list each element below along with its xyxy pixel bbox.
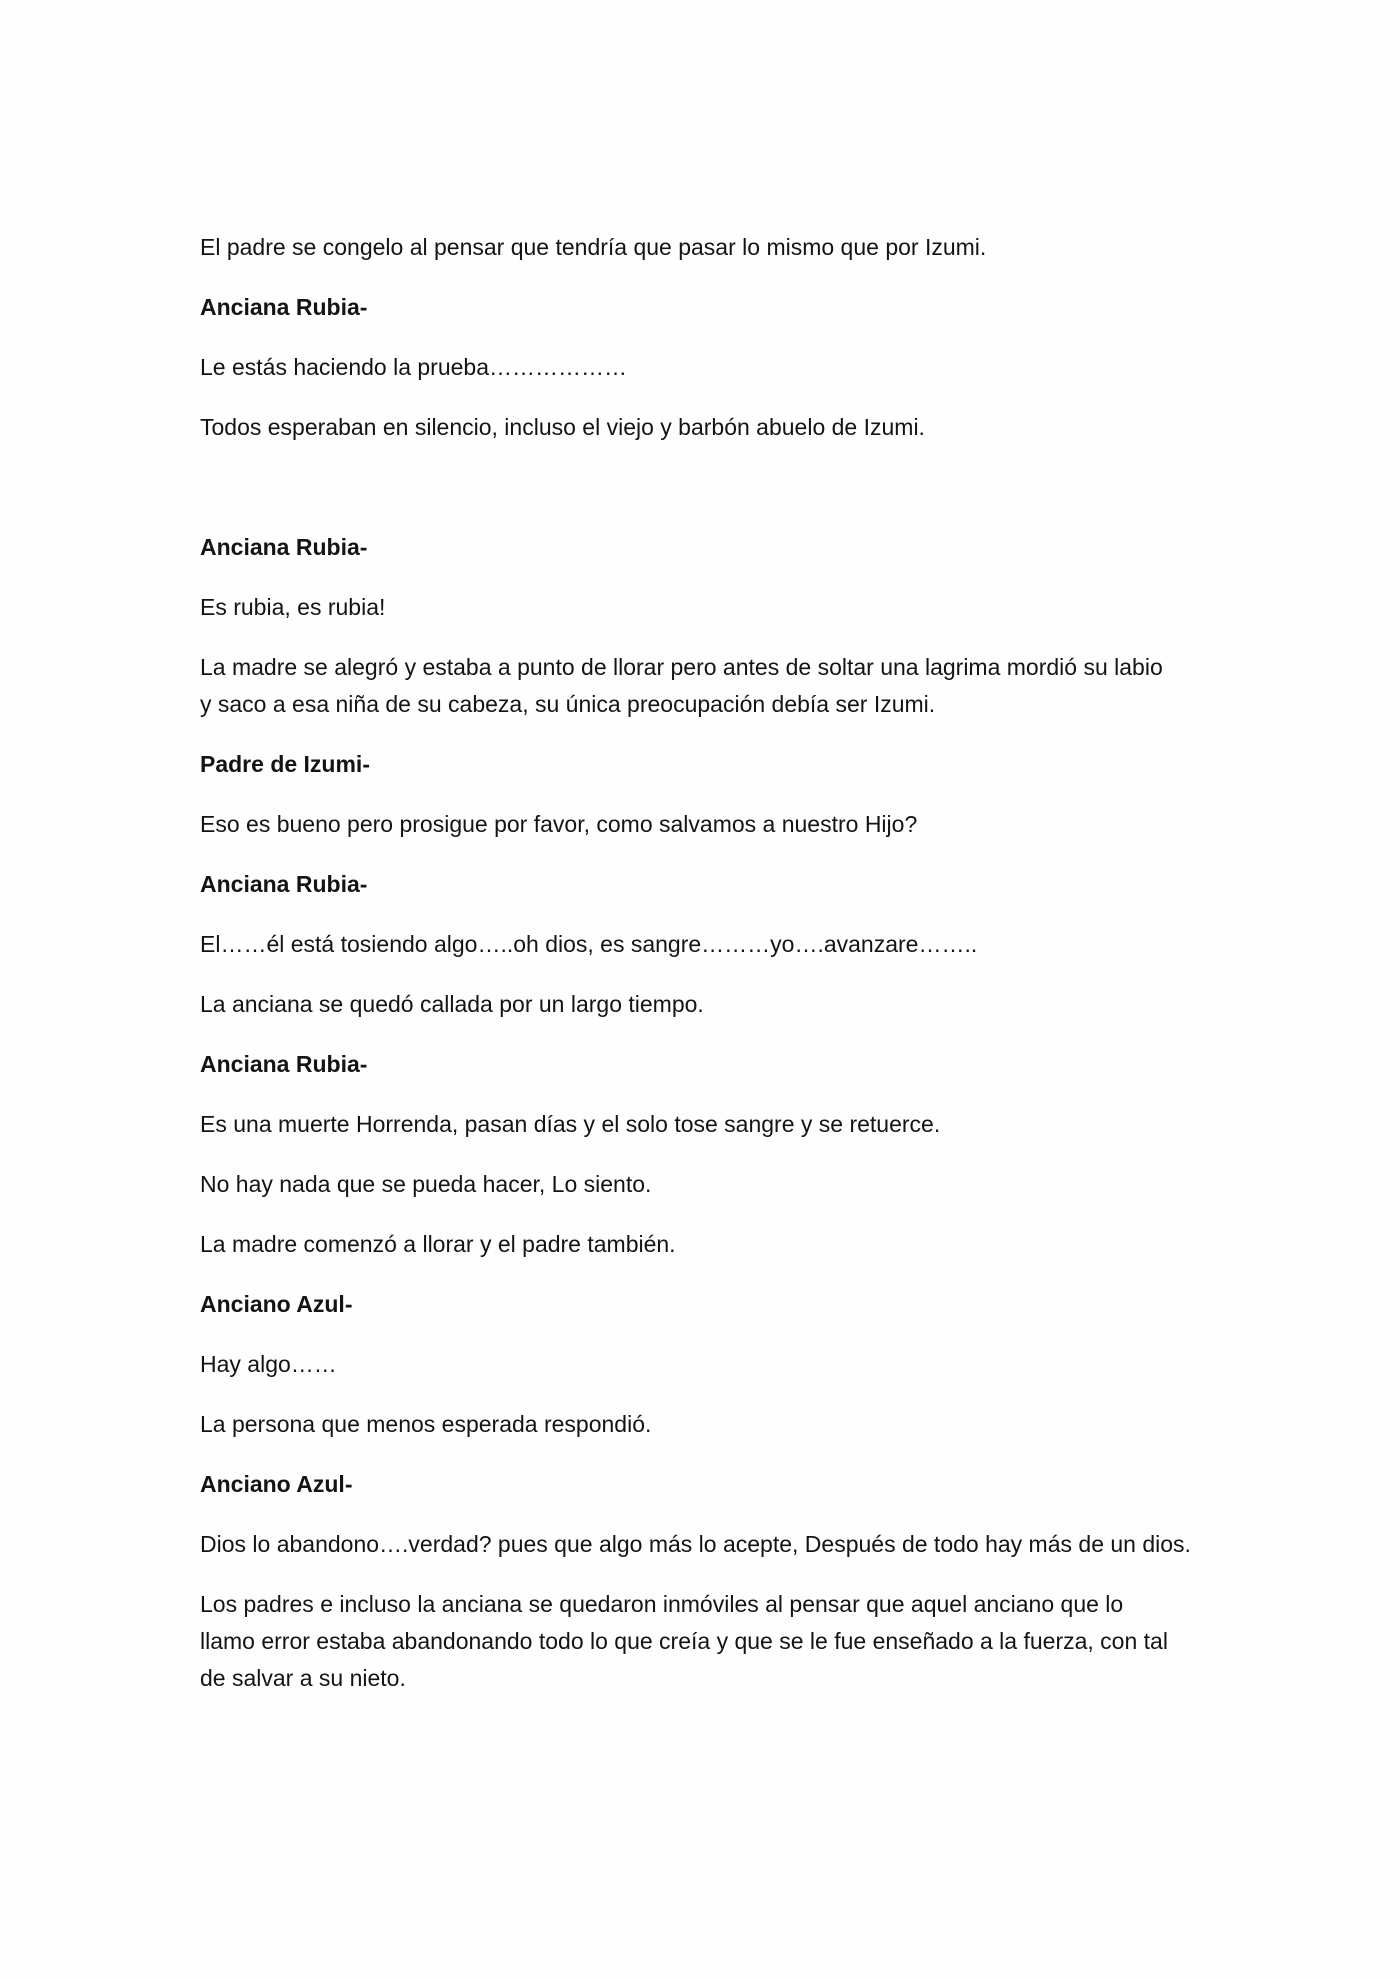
dialogue-paragraph: Le estás haciendo la prueba……………… <box>200 354 627 380</box>
narration-paragraph: La madre comenzó a llorar y el padre también. <box>200 1231 676 1257</box>
speaker-label: Padre de Izumi- <box>200 751 370 777</box>
narration-paragraph: La anciana se quedó callada por un largo tiempo. <box>200 991 704 1017</box>
paragraph-line: La madre se alegró y estaba a punto de llorar pero antes de soltar una lagrima mordió su labio <box>200 654 1163 680</box>
speaker-label: Anciana Rubia- <box>200 534 368 560</box>
narration-paragraph: Todos esperaban en silencio, incluso el viejo y barbón abuelo de Izumi. <box>200 414 925 440</box>
dialogue-paragraph: Dios lo abandono….verdad? pues que algo más lo acepte, Después de todo hay más de un dios. <box>200 1531 1191 1557</box>
dialogue-paragraph: Hay algo…… <box>200 1351 337 1377</box>
dialogue-paragraph: No hay nada que se pueda hacer, Lo siento. <box>200 1171 652 1197</box>
narration-paragraph: La persona que menos esperada respondió. <box>200 1411 652 1437</box>
dialogue-paragraph: El……él está tosiendo algo…..oh dios, es sangre………yo….avanzare…….. <box>200 931 978 957</box>
dialogue-paragraph: Eso es bueno pero prosigue por favor, como salvamos a nuestro Hijo? <box>200 811 918 837</box>
speaker-label: Anciana Rubia- <box>200 294 368 320</box>
paragraph-line: de salvar a su nieto. <box>200 1665 406 1691</box>
narration-paragraph: El padre se congelo al pensar que tendría que pasar lo mismo que por Izumi. <box>200 234 987 260</box>
paragraph-line: Los padres e incluso la anciana se quedaron inmóviles al pensar que aquel anciano que lo <box>200 1591 1124 1617</box>
speaker-label: Anciano Azul- <box>200 1471 353 1497</box>
speaker-label: Anciana Rubia- <box>200 871 368 897</box>
paragraph-line: llamo error estaba abandonando todo lo que creía y que se le fue enseñado a la fuerza, con tal <box>200 1628 1168 1654</box>
narration-paragraph <box>200 1586 1210 1697</box>
narration-paragraph <box>200 649 1210 723</box>
speaker-label: Anciana Rubia- <box>200 1051 368 1077</box>
dialogue-paragraph: Es una muerte Horrenda, pasan días y el solo tose sangre y se retuerce. <box>200 1111 941 1137</box>
speaker-label: Anciano Azul- <box>200 1291 353 1317</box>
document-body <box>200 229 1210 1697</box>
paragraph-line: y saco a esa niña de su cabeza, su única preocupación debía ser Izumi. <box>200 691 936 717</box>
dialogue-paragraph: Es rubia, es rubia! <box>200 594 386 620</box>
